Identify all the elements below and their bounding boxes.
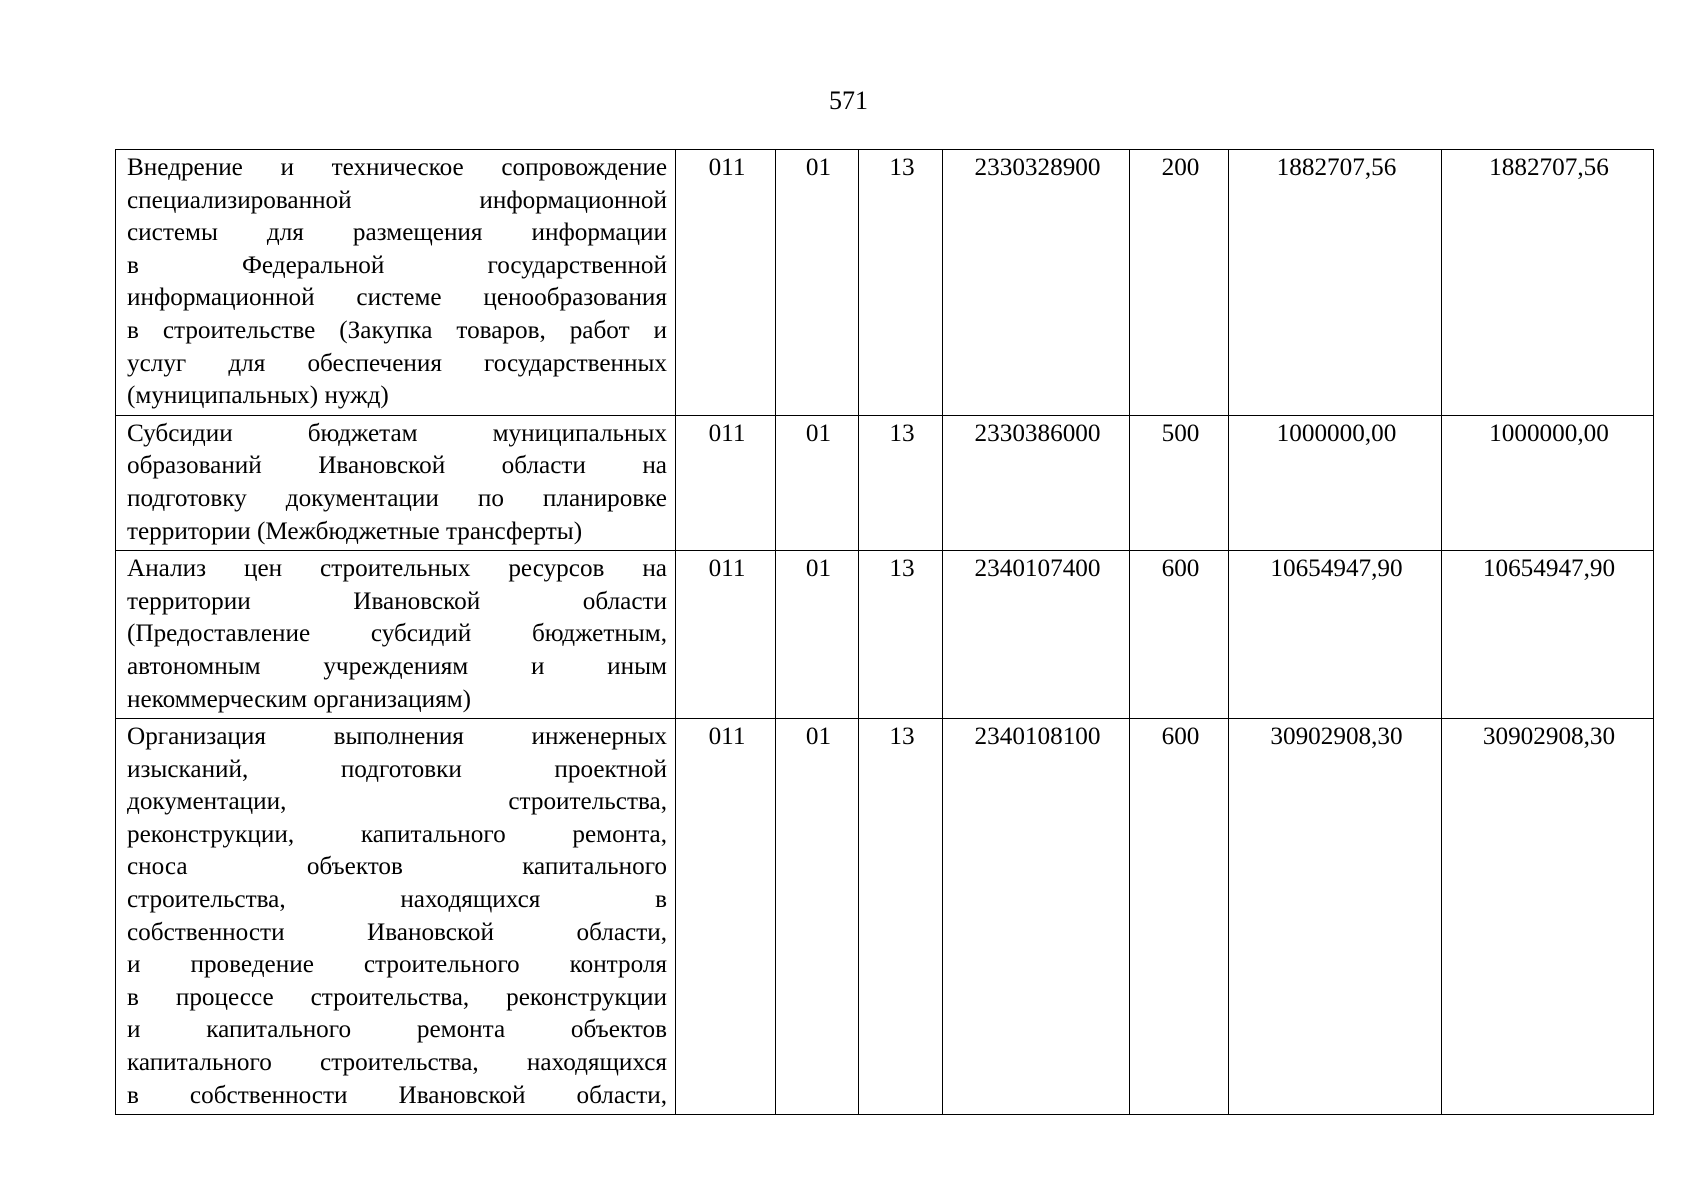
expense-type-code: 500 xyxy=(1130,415,1229,550)
row-description xyxy=(116,551,676,719)
amount-1: 30902908,30 xyxy=(1229,719,1442,1115)
description-line: образований Ивановской области на xyxy=(127,452,667,480)
subsection-code: 13 xyxy=(859,150,943,416)
subsection-code: 13 xyxy=(859,719,943,1115)
description-last-line: некоммерческим организациям) xyxy=(127,685,472,713)
description-line: и капитального ремонта объектов xyxy=(127,1016,667,1044)
description-line: специализированной информационной xyxy=(127,186,667,214)
amount-2: 30902908,30 xyxy=(1442,719,1654,1115)
target-article-code: 2330386000 xyxy=(943,415,1130,550)
expense-type-code: 600 xyxy=(1130,551,1229,719)
ministry-code: 011 xyxy=(676,719,776,1115)
description-line: собственности Ивановской области, xyxy=(127,918,667,946)
subsection-code: 13 xyxy=(859,415,943,550)
description-line: информационной системе ценообразования xyxy=(127,284,667,312)
row-description xyxy=(116,719,676,1115)
description-line: подготовку документации по планировке xyxy=(127,484,667,512)
description-line: в собственности Ивановской области, xyxy=(127,1081,667,1109)
ministry-code: 011 xyxy=(676,150,776,416)
budget-table xyxy=(115,149,1654,1115)
row-description xyxy=(116,415,676,550)
page-number: 571 xyxy=(829,86,868,115)
description-line: реконструкции, капитального ремонта, xyxy=(127,820,667,848)
table-row xyxy=(116,551,1654,719)
description-line: (Предоставление субсидий бюджетным, xyxy=(127,620,667,648)
amount-1: 1882707,56 xyxy=(1229,150,1442,416)
description-line: строительства, находящихся в xyxy=(127,886,667,914)
description-line: и проведение строительного контроля xyxy=(127,951,667,979)
section-code: 01 xyxy=(776,551,859,719)
description-line: территории Ивановской области xyxy=(127,587,667,615)
expense-type-code: 600 xyxy=(1130,719,1229,1115)
description-line: в Федеральной государственной xyxy=(127,251,667,279)
table-row xyxy=(116,415,1654,550)
table-body xyxy=(116,150,1654,1115)
table-row xyxy=(116,719,1654,1115)
target-article-code: 2330328900 xyxy=(943,150,1130,416)
target-article-code: 2340108100 xyxy=(943,719,1130,1115)
description-last-line: (муниципальных) нужд) xyxy=(127,382,389,410)
section-code: 01 xyxy=(776,150,859,416)
row-description xyxy=(116,150,676,416)
description-line: изысканий, подготовки проектной xyxy=(127,755,667,783)
description-line: Организация выполнения инженерных xyxy=(127,723,667,751)
table-row xyxy=(116,150,1654,416)
target-article-code: 2340107400 xyxy=(943,551,1130,719)
amount-2: 1000000,00 xyxy=(1442,415,1654,550)
description-line: капитального строительства, находящихся xyxy=(127,1049,667,1077)
description-line: Субсидии бюджетам муниципальных xyxy=(127,419,667,447)
ministry-code: 011 xyxy=(676,415,776,550)
section-code: 01 xyxy=(776,415,859,550)
section-code: 01 xyxy=(776,719,859,1115)
description-line: услуг для обеспечения государственных xyxy=(127,349,667,377)
description-line: сноса объектов капитального xyxy=(127,853,667,881)
subsection-code: 13 xyxy=(859,551,943,719)
amount-2: 1882707,56 xyxy=(1442,150,1654,416)
ministry-code: 011 xyxy=(676,551,776,719)
amount-1: 1000000,00 xyxy=(1229,415,1442,550)
description-line: Внедрение и техническое сопровождение xyxy=(127,154,667,181)
amount-2: 10654947,90 xyxy=(1442,551,1654,719)
expense-type-code: 200 xyxy=(1130,150,1229,416)
description-last-line: территории (Межбюджетные трансферты) xyxy=(127,517,583,545)
description-line: Анализ цен строительных ресурсов на xyxy=(127,555,667,583)
description-line: системы для размещения информации xyxy=(127,219,667,247)
description-line: автономным учреждениям и иным xyxy=(127,652,667,680)
description-line: документации, строительства, xyxy=(127,788,667,816)
description-line: в строительстве (Закупка товаров, работ и xyxy=(127,316,667,344)
amount-1: 10654947,90 xyxy=(1229,551,1442,719)
description-line: в процессе строительства, реконструкции xyxy=(127,983,667,1011)
